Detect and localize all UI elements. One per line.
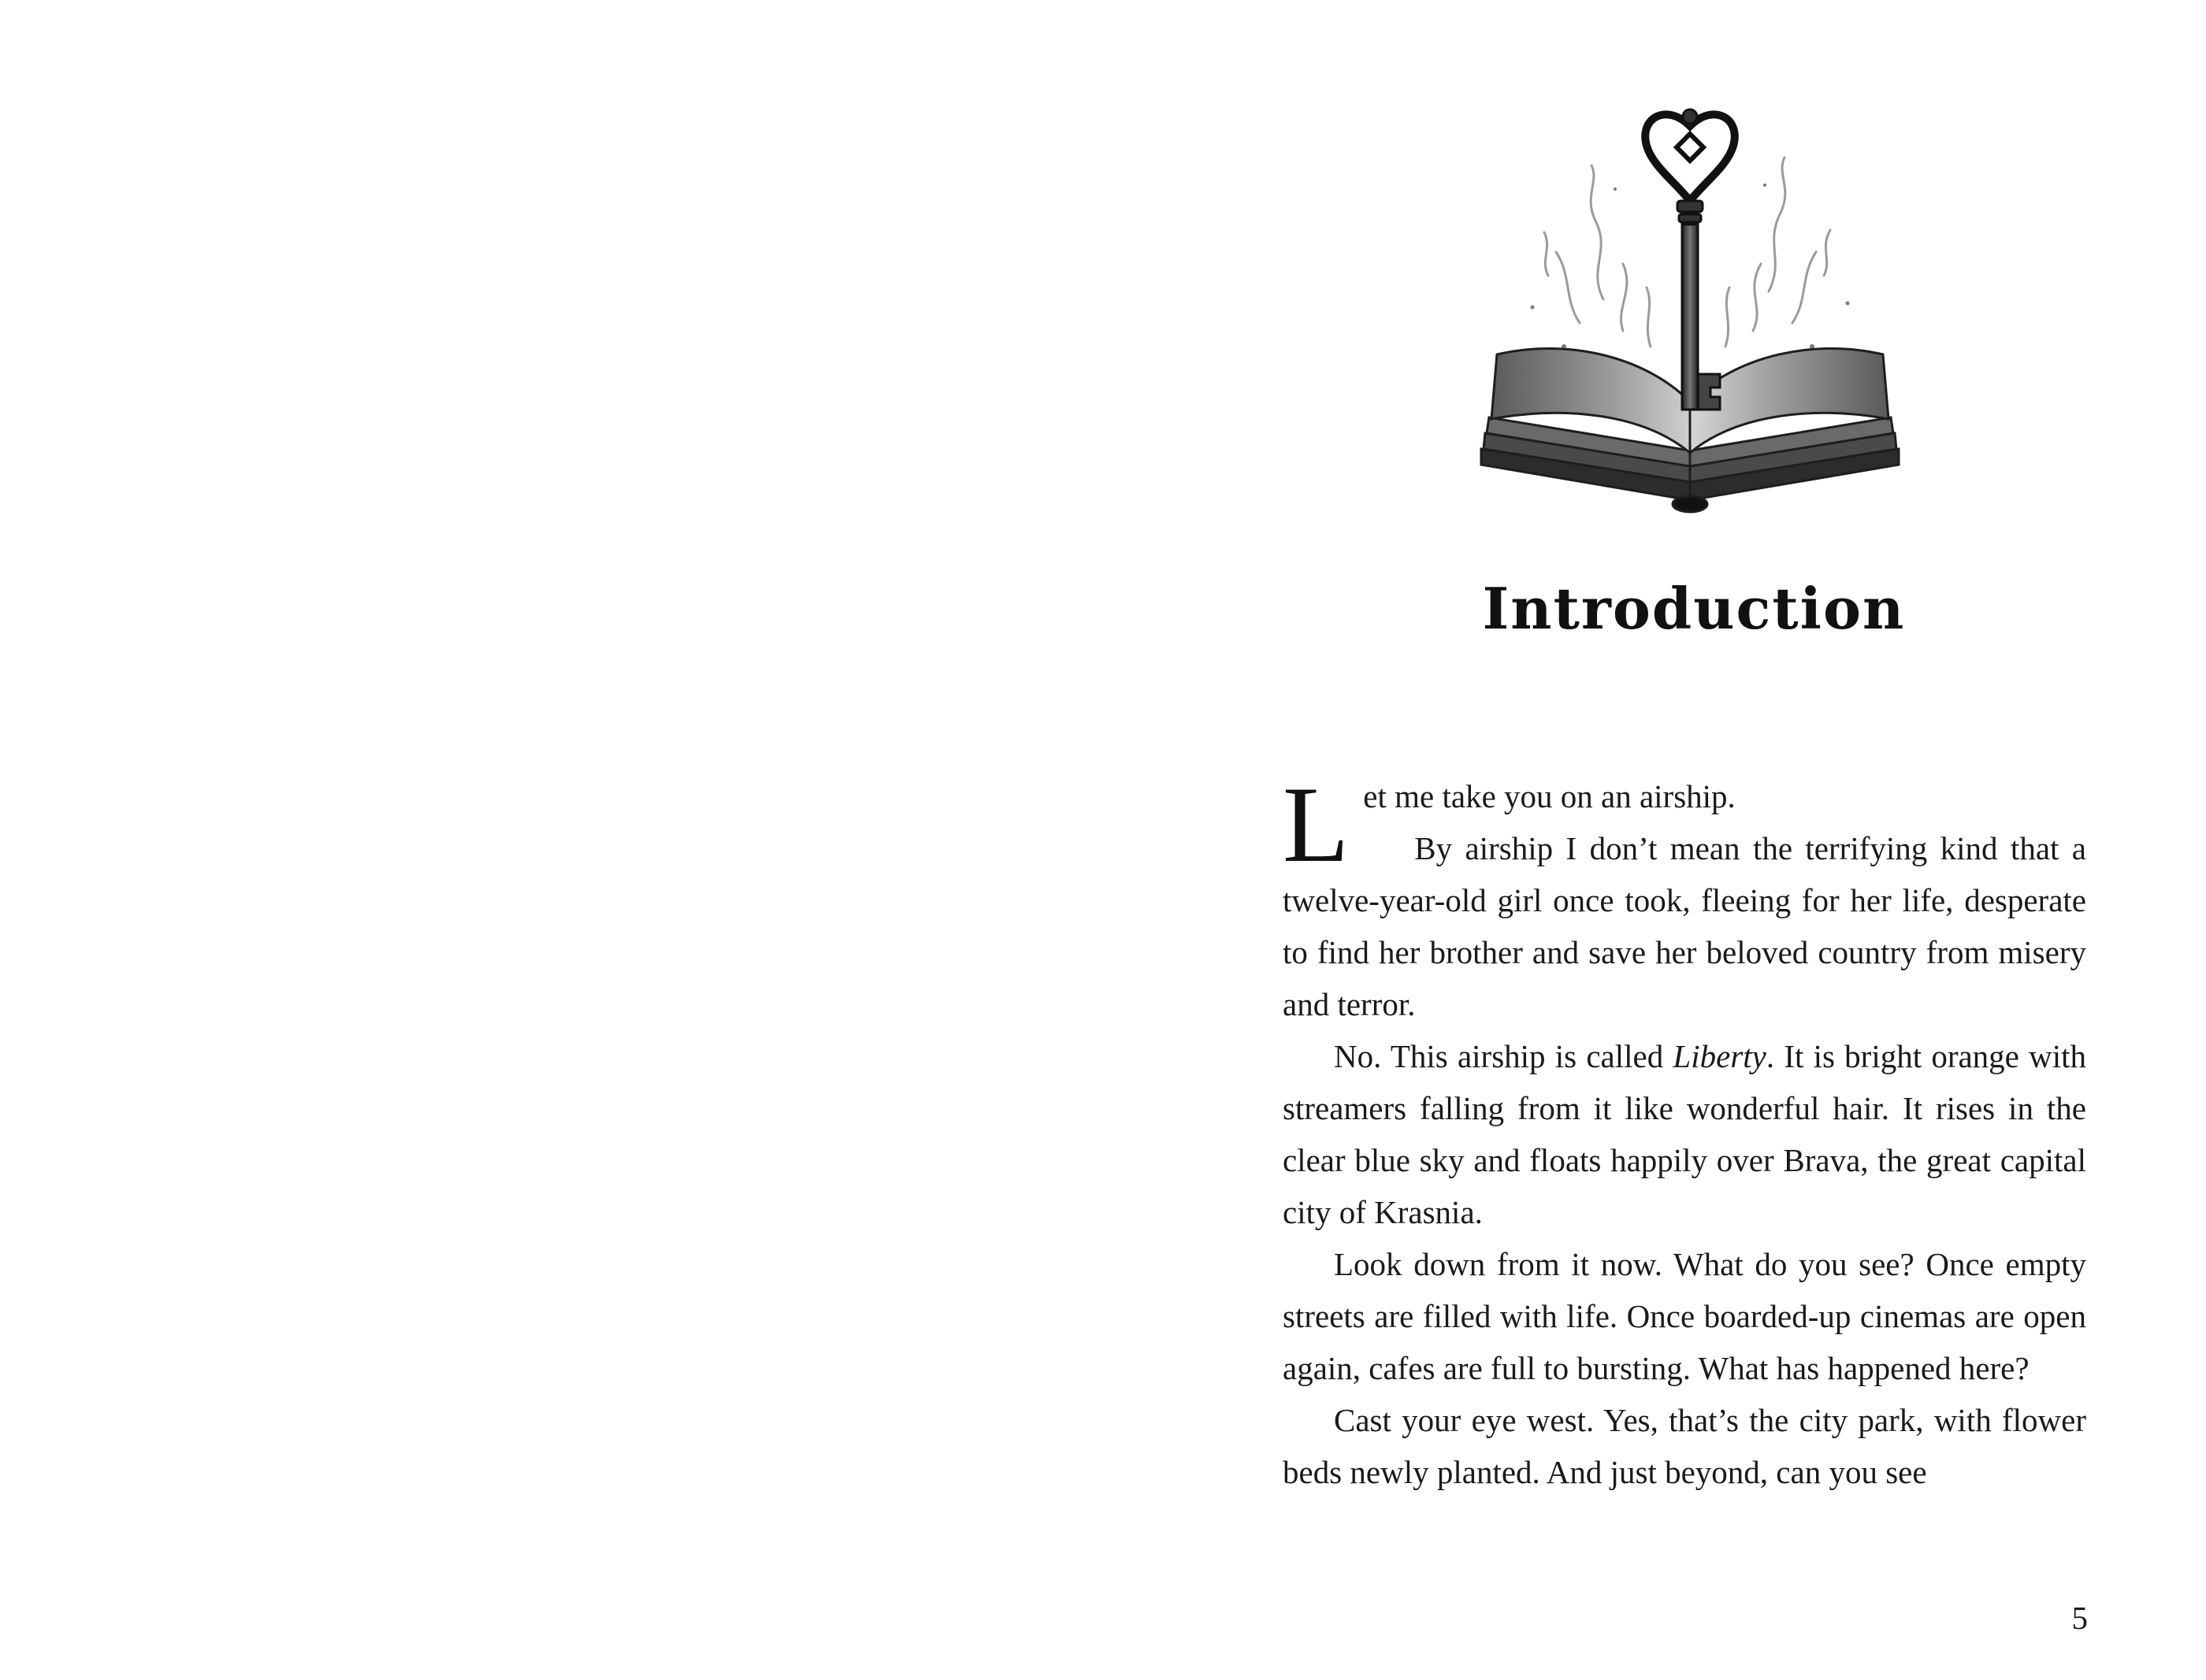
chapter-title: Introduction <box>1482 575 1906 642</box>
paragraph-3-text-after: . It is bright orange with streamers falling from it like wonderful hair. It rises in the clear blue sky and floats happily over Brava, the great capital city of Krasnia. <box>1283 1038 2086 1230</box>
paragraph-5: Cast your eye west. Yes, that’s the city park, with flower beds newly planted. And just beyond, can you see <box>1283 1402 2086 1490</box>
page-number: 5 <box>2071 1600 2088 1636</box>
paragraph-3 <box>1283 1030 2086 1238</box>
paragraph-4: Look down from it now. What do you see? Once empty streets are filled with life. Once boarded-up cinemas are open again, cafes are full to bursting. What has happened here? <box>1283 1246 2086 1386</box>
paragraph-2-text: By airship I don’t mean the terrifying kind that a twelve-year-old girl once took, fleeing for her life, desperate to find her brother and save her beloved country from misery and terror. <box>1283 830 2086 1022</box>
paragraph-1-text: et me take you on an airship. <box>1363 778 1736 814</box>
skeleton-key <box>1645 109 1734 410</box>
airship-name: Liberty <box>1673 1038 1766 1074</box>
paragraph-3-text-before: No. This airship is called <box>1334 1038 1673 1074</box>
paragraph-1 <box>1283 764 2086 1030</box>
key-over-open-book-icon <box>1454 95 1926 551</box>
drop-cap: L <box>1283 764 1350 885</box>
chapter-body-text <box>1283 764 2086 1498</box>
